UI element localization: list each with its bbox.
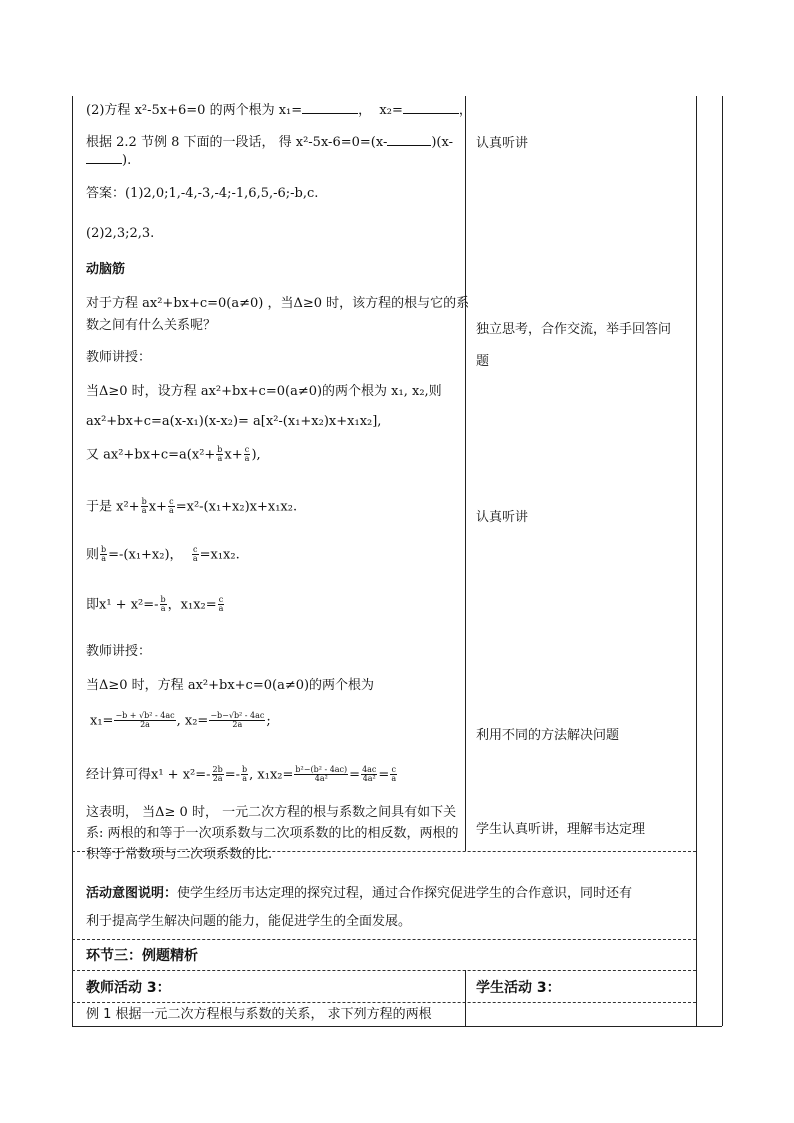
- root-fraction-2: $\frac{\text{−b−√b² - 4ac}}{2a}$: [210, 711, 265, 730]
- column-divider: [465, 96, 466, 851]
- teach-line-2: ax²+bx+c=a(x-x₁)(x-x₂)= a[x²-(x₁+x₂)x+x₁x₂],: [86, 414, 382, 429]
- teach-line-4: 于是 x²+ $\frac{b}{a}$ x+ $\frac{c}{a}$ =x²-(x₁+x₂)x+x₁x₂.: [86, 497, 298, 516]
- student-think-line1: 独立思考，合作交流，举手回答问: [476, 322, 672, 337]
- blank-factor-1[interactable]: [387, 134, 431, 146]
- calc-line: 经计算可得x¹ + x²=- $\frac{2b}{2a}$ =- $\frac{b}{a}$ , x₁x₂= $\frac{\text{b²−(b² - 4ac)}}{\text{4a²}}$ = $\frac{4ac}{\text{4a²}}$ = $\frac{c}{a}$: [86, 765, 397, 784]
- brain-title: 动脑筋: [86, 262, 126, 277]
- question-line-2: 数之间有什么关系呢？: [86, 318, 217, 333]
- calc-fraction-c-a: $\frac{c}{a}$: [391, 765, 397, 784]
- blank-factor-2[interactable]: [86, 152, 122, 164]
- intent-label: 活动意图说明：: [86, 886, 178, 901]
- fraction-b-over-a: $\frac{b}{a}$: [101, 545, 107, 564]
- row-divider-3: [72, 970, 696, 971]
- calc-fraction-2b-2a: $\frac{2b}{2a}$: [212, 765, 223, 784]
- student-vieta: 学生认真听讲，理解韦达定理: [476, 822, 646, 837]
- column-divider-2: [465, 970, 466, 1026]
- teach-line-5: 则 $\frac{b}{a}$ =-(x₁+x₂)， $\frac{c}{a}$ =x₁x₂.: [86, 545, 240, 564]
- fraction-c-over-a: $\frac{c}{a}$: [192, 545, 198, 564]
- intent-line-2: 利于提高学生解决问题的能力，能促进学生的全面发展。: [86, 914, 412, 929]
- calc-fraction-b-a: $\frac{b}{a}$: [242, 765, 248, 784]
- section-3-title: 环节三：例题精析: [86, 948, 198, 964]
- student-think-line2: 题: [476, 354, 490, 369]
- teach2-line-1: 当Δ≥0 时，方程 ax²+bx+c=0(a≠0)的两个根为: [86, 678, 375, 693]
- row-divider-4: [72, 1002, 696, 1003]
- answer-2: (2)2,3;2,3.: [86, 226, 155, 241]
- teacher-activity-3-title: 教师活动 3：: [86, 980, 171, 996]
- student-activity-3-title: 学生活动 3：: [476, 980, 561, 996]
- blank-x2[interactable]: [403, 102, 459, 114]
- fraction-b-over-a: $\frac{b}{a}$: [141, 497, 147, 516]
- question-2-line2: 根据 2.2 节例 8 下面的一段话， 得 x²-5x-6=0=(x- )(x-: [86, 135, 453, 150]
- fraction-b-over-a: $\frac{b}{a}$: [160, 595, 166, 614]
- lesson-table: [72, 96, 722, 1026]
- answer-1: 答案：(1)2,0;1,-4,-3,-4;-1,6,5,-6;-b,c.: [86, 186, 319, 201]
- intent-line-1: 活动意图说明：使学生经历韦达定理的探究过程，通过合作探究促进学生的合作意识，同时还有: [86, 886, 633, 901]
- fraction-c-over-a: $\frac{c}{a}$: [168, 497, 174, 516]
- fraction-c-over-a: $\frac{c}{a}$: [244, 445, 250, 464]
- teach-line-1: 当Δ≥0 时，设方程 ax²+bx+c=0(a≠0)的两个根为 x₁, x₂,则: [86, 384, 442, 399]
- student-method: 利用不同的方法解决问题: [476, 728, 620, 743]
- fraction-c-over-a: $\frac{c}{a}$: [218, 595, 224, 614]
- teacher-lecture-title-2: 教师讲授：: [86, 644, 152, 659]
- fraction-b-over-a: $\frac{b}{a}$: [217, 445, 223, 464]
- calc-fraction-product: $\frac{\text{b²−(b² - 4ac)}}{\text{4a²}}$: [295, 765, 348, 784]
- student-listen-2: 认真听讲: [476, 510, 529, 525]
- table-margin-column: [696, 96, 697, 1026]
- teach-line-6: 即x¹ + x²=- $\frac{b}{a}$ ，x₁x₂= $\frac{c}{a}$: [86, 595, 224, 614]
- conclusion-paragraph: 这表明， 当Δ≥ 0 时， 一元二次方程的根与系数之间具有如下关系: 两根的和等于一次项系数与二次项系数的比的相反数，两根的积等于常数项与二次项系数的比.: [86, 805, 459, 862]
- row-divider-2: [72, 939, 696, 940]
- teach-line-3: 又 ax²+bx+c=a(x²+ $\frac{b}{a}$ x+ $\frac{c}{a}$ ),: [86, 445, 261, 464]
- blank-x1[interactable]: [302, 102, 358, 114]
- example-1-text: 例 1 根据一元二次方程根与系数的关系， 求下列方程的两根: [86, 1007, 432, 1022]
- root-formula: x₁= $\frac{\text{−b + √b² - 4ac}}{2a}$ , x₂= $\frac{\text{−b−√b² - 4ac}}{2a}$ ;: [90, 711, 271, 730]
- table-border-left: [72, 96, 73, 1026]
- question-2-line3: ).: [86, 152, 131, 170]
- table-border-bottom: [72, 1026, 722, 1027]
- teacher-lecture-title-1: 教师讲授：: [86, 350, 152, 365]
- question-2-line1: (2)方程 x²-5x+6=0 的两个根为 x₁= ， x₂= ，: [86, 103, 472, 118]
- question-line-1: 对于方程 ax²+bx+c=0(a≠0) ，当Δ≥0 时，该方程的根与它的系: [86, 296, 470, 311]
- student-listen-1: 认真听讲: [476, 136, 529, 151]
- calc-fraction-4ac: $\frac{4ac}{\text{4a²}}$: [362, 765, 377, 784]
- table-border-right: [722, 96, 723, 1026]
- root-fraction-1: $\frac{\text{−b + √b² - 4ac}}{2a}$: [115, 711, 175, 730]
